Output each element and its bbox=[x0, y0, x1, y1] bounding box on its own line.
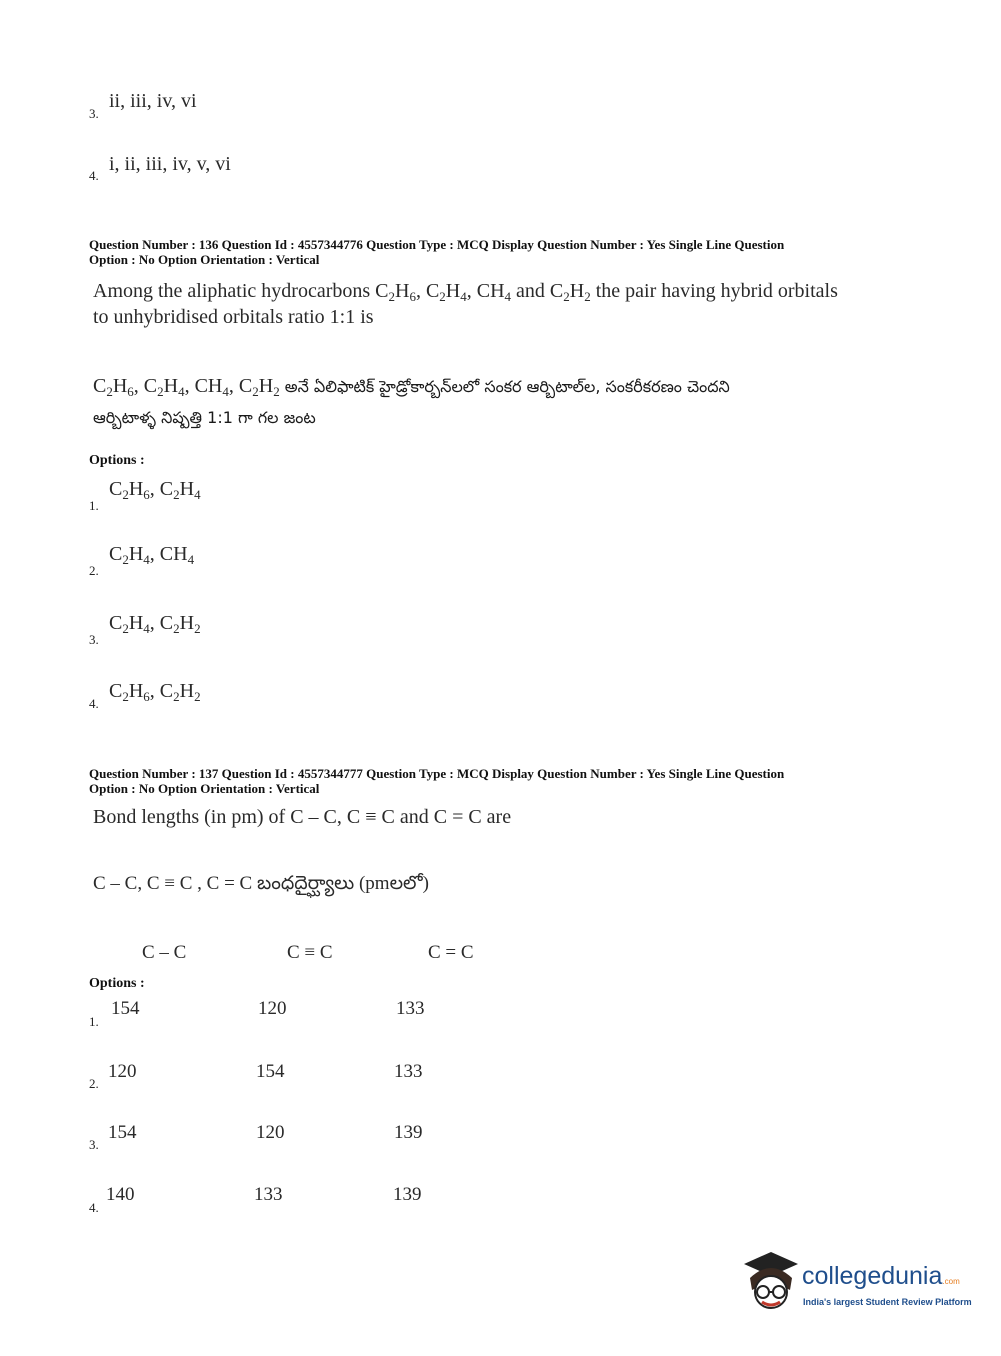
options-label: Options : bbox=[89, 453, 145, 468]
meta-line-2: Option : No Option Orientation : Vertical bbox=[89, 252, 320, 267]
question-meta bbox=[89, 766, 969, 796]
option-number: 1. bbox=[89, 498, 99, 513]
option-number: 2. bbox=[89, 1076, 99, 1091]
option-value: 139 bbox=[393, 1184, 422, 1205]
options-label: Options : bbox=[89, 976, 145, 991]
collegedunia-logo bbox=[742, 1250, 972, 1320]
question-text-telugu: $C_2H_6$, $C_2H_4$, $CH_4$, $C_2H_2$ అనే ఏలిఫాటిక్ హైడ్రోకార్బన్‌లలో సంకర ఆర్బిటాల్‌ల, సంకరీకరణం చెందని ఆర్బిటాళ్ళ నిష్పత్తి 1:1 గా గల జంట bbox=[93, 375, 730, 427]
option-number: 3. bbox=[89, 632, 99, 647]
option-value: 140 bbox=[106, 1184, 135, 1205]
option-value: 133 bbox=[396, 998, 425, 1019]
column-header: C = C bbox=[428, 942, 474, 963]
logo-tagline: India's largest Student Review Platform bbox=[803, 1297, 972, 1307]
meta-line-2: Option : No Option Orientation : Vertical bbox=[89, 781, 320, 796]
option-number: 3. bbox=[89, 106, 99, 121]
option-formula: $C_2H_6$, $C_2H_4$ bbox=[109, 478, 201, 502]
option-text: i, ii, iii, iv, v, vi bbox=[109, 153, 231, 175]
question-text-english: Bond lengths (in pm) of C – C, C ≡ C and C = C are bbox=[93, 806, 512, 828]
option-number: 2. bbox=[89, 563, 99, 578]
option-value: 120 bbox=[108, 1061, 137, 1082]
meta-line-1: Question Number : 136 Question Id : 4557344776 Question Type : MCQ Display Question Number : Yes Single Line Question bbox=[89, 237, 785, 252]
option-formula: $C_2H_6$, $C_2H_2$ bbox=[109, 680, 201, 704]
option-number: 4. bbox=[89, 696, 99, 711]
column-header: C ≡ C bbox=[287, 942, 333, 963]
question-meta bbox=[89, 237, 969, 267]
option-number: 4. bbox=[89, 168, 99, 183]
option-value: 154 bbox=[111, 998, 140, 1019]
option-value: 154 bbox=[108, 1122, 137, 1143]
option-number: 1. bbox=[89, 1014, 99, 1029]
option-number: 4. bbox=[89, 1200, 99, 1215]
logo-wordmark: collegedunia.com bbox=[802, 1262, 960, 1290]
option-value: 154 bbox=[256, 1061, 285, 1082]
option-value: 139 bbox=[394, 1122, 423, 1143]
option-value: 120 bbox=[258, 998, 287, 1019]
option-value: 120 bbox=[256, 1122, 285, 1143]
column-header: C – C bbox=[142, 942, 187, 963]
option-value: 133 bbox=[394, 1061, 423, 1082]
meta-line-1: Question Number : 137 Question Id : 4557344777 Question Type : MCQ Display Question Number : Yes Single Line Question bbox=[89, 766, 785, 781]
question-text-english: Among the aliphatic hydrocarbons $C_2H_6$, $C_2H_4$, $CH_4$ and $C_2H_2$ the pair having hybrid orbitals to unhybridised orbitals ratio 1:1 is bbox=[93, 280, 838, 328]
option-text: ii, iii, iv, vi bbox=[109, 90, 197, 112]
question-text-telugu: C – C, C ≡ C , C = C బంధదైర్ఘ్యాలు (pmలలో) bbox=[93, 873, 429, 894]
option-value: 133 bbox=[254, 1184, 283, 1205]
option-formula: $C_2H_4$, $CH_4$ bbox=[109, 543, 195, 567]
option-formula: $C_2H_4$, $C_2H_2$ bbox=[109, 612, 201, 636]
student-mascot-icon bbox=[742, 1250, 800, 1314]
option-number: 3. bbox=[89, 1137, 99, 1152]
